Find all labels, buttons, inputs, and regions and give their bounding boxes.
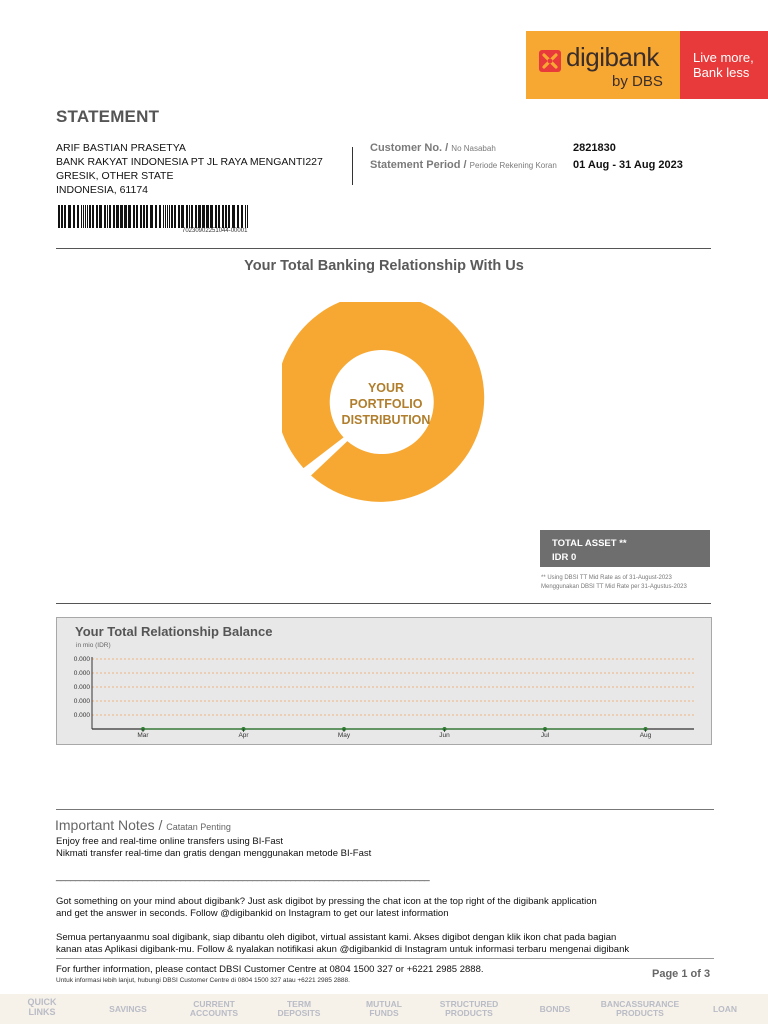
address-line: INDONESIA, 61174 (56, 184, 149, 196)
barcode-bar (191, 205, 193, 228)
barcode-bar (140, 205, 142, 228)
customer-no-label (370, 142, 496, 154)
barcode-bar (120, 205, 123, 228)
barcode-bar (237, 205, 239, 228)
quick-links-label-line: LINKS (28, 1007, 56, 1017)
digibot-para-en-2: and get the answer in seconds. Follow @digibankid on Instagram to get our latest information (56, 908, 449, 919)
barcode-bar (133, 205, 135, 228)
donut-center-label (333, 380, 439, 428)
barcode-bar (247, 205, 248, 228)
barcode-bar (146, 205, 148, 228)
barcode-bar (218, 205, 220, 228)
info-divider (352, 147, 353, 185)
total-asset-label: TOTAL ASSET ** (552, 538, 627, 549)
barcode-bar (155, 205, 157, 228)
y-tick-label: 0.000 (73, 712, 90, 719)
quick-link-label: SAVINGS (109, 1003, 147, 1014)
quick-link-label: STRUCTURED (439, 999, 499, 1009)
y-tick-label: 0.000 (73, 684, 90, 691)
barcode (58, 205, 250, 228)
brand-tagline (693, 50, 754, 80)
quick-link-bancassurance-products[interactable] (594, 994, 686, 1024)
barcode-bar (77, 205, 79, 228)
contact-en: For further information, please contact DBSI Customer Centre at 0804 1500 327 or +6221 2985 2888. (56, 964, 484, 975)
dbs-star-icon (538, 49, 562, 73)
barcode-bar (113, 205, 115, 228)
barcode-bar (178, 205, 180, 228)
barcode-bar (143, 205, 145, 228)
quick-link-bonds[interactable] (528, 994, 582, 1024)
barcode-bar (225, 205, 227, 228)
y-tick-label: 0.000 (73, 698, 90, 705)
quick-link-label: DEPOSITS (277, 1008, 321, 1018)
barcode-bar (228, 205, 230, 228)
barcode-bar (198, 205, 201, 228)
balance-subtitle: in mio (IDR) (76, 642, 111, 649)
barcode-bar (92, 205, 94, 228)
quick-link-structured-products[interactable] (432, 994, 506, 1024)
x-tick-label: Jun (439, 732, 450, 739)
barcode-bar (58, 205, 60, 228)
digibot-para-id-1: Semua pertanyaanmu soal digibank, siap dibantu oleh digibot, virtual assistant kami. Akses digibot dengan klik ikon chat pada bagian (56, 932, 617, 943)
barcode-bar (159, 205, 161, 228)
barcode-bar (222, 205, 224, 228)
barcode-bar (206, 205, 209, 228)
asset-note-en: ** Using DBSI TT Mid Rate as of 31-August-2023 (541, 575, 672, 581)
barcode-bar (171, 205, 173, 228)
barcode-bar (96, 205, 98, 228)
brand-logo-area (526, 31, 680, 99)
quick-link-label: PRODUCTS (445, 1008, 493, 1018)
quick-link-label: TERM (286, 999, 312, 1009)
total-asset-box (540, 530, 710, 567)
barcode-bar (245, 205, 246, 228)
section-divider (56, 603, 711, 604)
quick-link-label: BONDS (539, 1003, 571, 1014)
x-tick-label: Aug (639, 732, 652, 739)
customer-no-label-en: Customer No. / (370, 142, 449, 154)
barcode-number: 70230902251044-00001 (182, 228, 248, 234)
note-line-en: Enjoy free and real-time online transfers using BI-Fast (56, 836, 284, 847)
y-tick-label: 0.000 (73, 656, 90, 663)
barcode-bar (174, 205, 176, 228)
barcode-bar (89, 205, 91, 228)
quick-links-label-line: QUICK (27, 997, 57, 1007)
balance-title: Your Total Relationship Balance (75, 624, 273, 639)
statement-period-label-id: Periode Rekening Koran (469, 161, 557, 170)
total-asset-value: IDR 0 (552, 552, 577, 563)
barcode-bar (68, 205, 71, 228)
quick-links-label (22, 997, 62, 1017)
quick-link-savings[interactable] (98, 994, 158, 1024)
barcode-bar (241, 205, 243, 228)
barcode-bar (109, 205, 111, 228)
quick-link-term-deposits[interactable] (266, 994, 332, 1024)
barcode-bar (181, 205, 184, 228)
tagline-line-2: Bank less (693, 65, 750, 80)
donut-label-line: PORTFOLIO (349, 397, 423, 411)
barcode-bar (215, 205, 217, 228)
section-divider (56, 809, 714, 810)
asset-note-id: Menggunakan DBSI TT Mid Rate per 31-Agustus-2023 (541, 584, 687, 590)
barcode-bar (81, 205, 82, 228)
barcode-bar (107, 205, 108, 228)
barcode-bar (165, 205, 166, 228)
barcode-bar (169, 205, 170, 228)
barcode-bar (116, 205, 119, 228)
customer-no-label-id: No Nasabah (451, 144, 496, 153)
donut-label-line: DISTRIBUTION (341, 413, 431, 427)
donut-label-line: YOUR (367, 381, 405, 395)
statement-period-value: 01 Aug - 31 Aug 2023 (573, 159, 683, 171)
barcode-bar (150, 205, 153, 228)
quick-link-label: ACCOUNTS (189, 1008, 239, 1018)
tagline-line-1: Live more, (693, 50, 754, 65)
quick-link-mutual-funds[interactable] (354, 994, 414, 1024)
barcode-bar (163, 205, 164, 228)
x-tick-label: Apr (238, 732, 249, 739)
barcode-bar (186, 205, 188, 228)
section-divider (56, 248, 711, 249)
balance-line-chart (60, 652, 700, 742)
total-asset-note (541, 574, 687, 592)
quick-link-current-accounts[interactable] (178, 994, 250, 1024)
barcode-bar (99, 205, 102, 228)
notes-title (55, 817, 231, 833)
barcode-bar (167, 205, 168, 228)
quick-link-label: CURRENT (193, 999, 235, 1009)
x-tick-label: Jul (540, 732, 550, 739)
address-line: ARIF BASTIAN PRASETYA (56, 142, 186, 154)
notes-title-id: Catatan Penting (166, 822, 231, 832)
brand-name: digibank (566, 42, 659, 72)
barcode-bar (64, 205, 66, 228)
quick-link-label: FUNDS (369, 1008, 399, 1018)
digibot-para-id-2: kanan atas Aplikasi digibank-mu. Follow & nyalakan notifikasi akun @digibankid di Instagram untuk informasi terbaru mengenai digibank (56, 944, 630, 955)
notes-title-en: Important Notes / (55, 817, 163, 833)
section-divider (56, 958, 714, 959)
barcode-bar (210, 205, 213, 228)
page-number: Page 1 of 3 (652, 968, 711, 980)
statement-period-label-en: Statement Period / (370, 159, 467, 171)
barcode-bar (189, 205, 190, 228)
relationship-title: Your Total Banking Relationship With Us (244, 258, 524, 274)
note-separator: ______________________________________________________________________________ (56, 871, 430, 882)
contact-id: Untuk informasi lebih lanjut, hubungi DBSI Customer Centre di 0804 1500 327 atau +6221 2985 2888. (56, 977, 350, 984)
barcode-bar (87, 205, 88, 228)
barcode-bar (124, 205, 127, 228)
quick-link-label: LOAN (712, 1003, 738, 1014)
barcode-bar (83, 205, 84, 228)
note-line-id: Nikmati transfer real-time dan gratis dengan menggunakan metode BI-Fast (56, 848, 372, 859)
x-tick-label: May (337, 732, 351, 739)
barcode-bar (73, 205, 75, 228)
quick-link-loan[interactable] (700, 994, 750, 1024)
barcode-bar (85, 205, 86, 228)
customer-address (56, 141, 323, 197)
barcode-bar (61, 205, 63, 228)
quick-link-label: BANCASSURANCE (600, 999, 680, 1009)
address-line: BANK RAKYAT INDONESIA PT JL RAYA MENGANTI227 (56, 156, 323, 168)
quick-link-label: PRODUCTS (616, 1008, 664, 1018)
barcode-bar (202, 205, 205, 228)
barcode-bar (104, 205, 106, 228)
barcode-bar (136, 205, 138, 228)
customer-no-value: 2821830 (573, 142, 616, 154)
y-tick-label: 0.000 (73, 670, 90, 677)
digibot-para-en-1: Got something on your mind about digibank? Just ask digibot by pressing the chat icon at the top right of the digibank application (56, 896, 597, 907)
statement-period-label (370, 159, 557, 171)
address-line: GRESIK, OTHER STATE (56, 170, 174, 182)
quick-link-label: MUTUAL (366, 999, 402, 1009)
barcode-bar (232, 205, 235, 228)
brand-sub: by DBS (612, 73, 663, 90)
page-title: STATEMENT (56, 107, 160, 126)
barcode-bar (195, 205, 197, 228)
barcode-bar (128, 205, 131, 228)
x-tick-label: Mar (137, 732, 149, 739)
